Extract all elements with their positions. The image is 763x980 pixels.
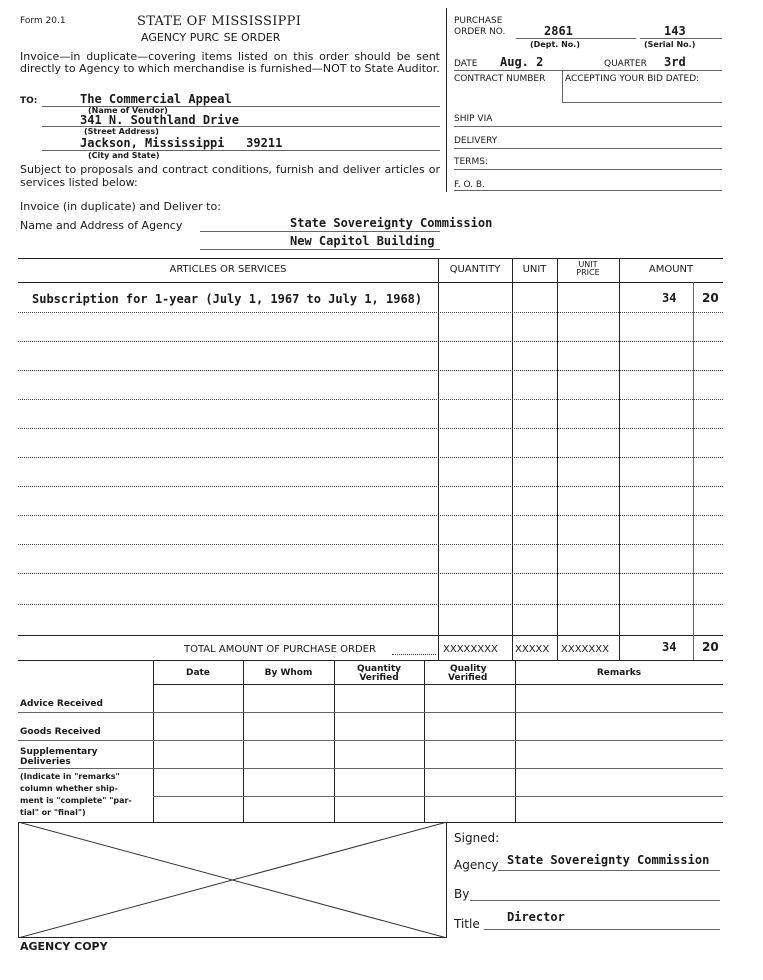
item-article: Subscription for 1-year (July 1, 1967 to July 1, 1968)	[32, 292, 423, 306]
goods-received-label: Goods Received	[20, 727, 101, 737]
serial-number: 143	[664, 24, 686, 38]
shipment-note-2: column whether ship-	[20, 784, 118, 793]
date-label: DATE	[454, 59, 478, 69]
receipt-header-by-whom: By Whom	[264, 668, 313, 678]
shipment-note-1: (Indicate in "remarks"	[20, 772, 120, 781]
sig-agency-line	[498, 870, 720, 871]
header-divider	[446, 8, 447, 192]
supplementary-label-1: Supplementary	[20, 747, 98, 757]
contract-divider	[562, 70, 563, 102]
vendor-city: Jackson, Mississippi 39211	[80, 136, 283, 150]
terms-label: TERMS:	[454, 157, 488, 167]
row-rule	[18, 544, 723, 545]
receipt-header-qual-2: Verified	[448, 673, 488, 683]
row-rule	[18, 604, 723, 605]
row-rule	[18, 312, 723, 313]
receipt-row-rule	[18, 768, 723, 769]
vendor-street: 341 N. Southland Drive	[80, 113, 239, 127]
agency-address: New Capitol Building	[290, 234, 435, 248]
receipt-header-remarks: Remarks	[596, 668, 642, 678]
ship-via-line	[454, 126, 722, 127]
terms-line	[454, 169, 722, 170]
vendor-name: The Commercial Appeal	[80, 92, 232, 106]
total-price-mask: XXXXXXX	[561, 644, 609, 655]
ship-via-label: SHIP VIA	[454, 114, 493, 124]
receipt-header-qty-1: Quantity	[356, 664, 402, 674]
supplementary-label-2: Deliveries	[20, 757, 71, 767]
item-amount-cents: 20	[702, 291, 719, 305]
receipt-col-date	[153, 660, 154, 822]
delivery-line	[454, 148, 722, 149]
subject-text: Subject to proposals and contract conditions, furnish and deliver articles or services listed below:	[20, 163, 440, 189]
total-leader	[392, 654, 436, 655]
invoice-instructions: Invoice—in duplicate—covering items listed on this order should be sent directly to Agency to which merchandise is furnished—NOT to State Auditor.	[20, 50, 440, 75]
receipt-header-qty-2: Verified	[359, 673, 399, 683]
col-divider-unit-price	[557, 258, 558, 660]
po-label-line2: ORDER NO.	[454, 27, 506, 37]
delivery-label: DELIVERY	[454, 136, 498, 146]
fob-label: F. O. B.	[454, 180, 485, 190]
dept-caption: (Dept. No.)	[530, 40, 580, 49]
signed-label: Signed:	[454, 831, 500, 845]
contract-line	[562, 102, 722, 103]
total-unit-mask: XXXXX	[515, 644, 550, 655]
col-divider-unit	[512, 258, 513, 660]
header-unit-price-2: PRICE	[576, 268, 600, 277]
receipt-row-rule	[18, 740, 723, 741]
po-label-line1: PURCHASE	[454, 16, 503, 26]
row-rule	[18, 341, 723, 342]
row-rule	[18, 399, 723, 400]
total-amount-cents: 20	[702, 640, 719, 654]
receipt-col-by-whom	[243, 660, 244, 822]
sig-by-label: By	[454, 887, 470, 901]
agency-address-label: Name and Address of Agency	[20, 219, 183, 232]
fob-line	[454, 190, 722, 191]
header-articles: ARTICLES OR SERVICES	[169, 264, 287, 275]
quarter-value: 3rd	[664, 55, 686, 69]
receipt-row-rule	[153, 796, 723, 797]
shipment-note-3: ment is "complete" "par-	[20, 796, 132, 805]
contract-number-label: CONTRACT NUMBER	[454, 74, 546, 84]
row-rule	[18, 486, 723, 487]
sig-agency-value: State Sovereignty Commission	[507, 853, 710, 867]
items-total-border	[18, 660, 723, 661]
date-line	[454, 70, 722, 71]
dept-line	[516, 38, 636, 39]
dept-number: 2861	[544, 24, 573, 38]
serial-line	[640, 38, 722, 39]
header-quantity: QUANTITY	[449, 264, 501, 275]
to-label: TO:	[20, 96, 38, 106]
header-unit-price-1: UNIT	[578, 260, 598, 269]
total-qty-mask: XXXXXXXX	[443, 644, 498, 655]
agency-copy-label: AGENCY COPY	[20, 940, 108, 953]
row-rule	[18, 573, 723, 574]
items-top-border	[18, 258, 723, 259]
form-subtitle: AGENCY PURC SE ORDER	[141, 31, 281, 44]
sig-title-value: Director	[507, 910, 565, 924]
sig-title-label: Title	[454, 917, 480, 931]
void-box	[18, 822, 448, 938]
items-header-border	[18, 282, 723, 283]
agency-name-line	[200, 231, 440, 232]
sig-agency-label: Agency	[454, 858, 499, 872]
vendor-street-caption: (Street Address)	[84, 127, 159, 136]
col-divider-quantity	[438, 258, 439, 660]
row-rule	[18, 457, 723, 458]
vendor-city-caption: (City and State)	[88, 151, 160, 160]
form-number: Form 20.1	[20, 16, 66, 26]
items-bottom-border	[18, 635, 723, 636]
receipt-header-qual-1: Quality	[450, 664, 487, 674]
row-rule	[18, 370, 723, 371]
agency-name: State Sovereignty Commission	[290, 216, 493, 230]
row-rule	[18, 515, 723, 516]
invoice-deliver-label: Invoice (in duplicate) and Deliver to:	[20, 200, 221, 213]
form-title: STATE OF MISSISSIPPI	[137, 14, 302, 29]
total-amount-dollars: 34	[662, 640, 677, 654]
item-amount-dollars: 34	[662, 291, 677, 305]
header-unit: UNIT	[522, 264, 547, 275]
sig-title-line	[484, 929, 720, 930]
receipt-col-remarks	[515, 660, 516, 822]
sig-by-line	[470, 900, 720, 901]
advice-received-label: Advice Received	[20, 699, 103, 709]
receipt-header-date: Date	[186, 668, 210, 678]
header-amount: AMOUNT	[648, 264, 694, 275]
receipt-header-border	[153, 684, 723, 685]
total-label: TOTAL AMOUNT OF PURCHASE ORDER	[184, 644, 376, 655]
row-rule	[18, 428, 723, 429]
serial-caption: (Serial No.)	[644, 40, 696, 49]
quarter-label: QUARTER	[604, 59, 647, 69]
receipt-col-qty	[334, 660, 335, 822]
col-divider-amount	[619, 258, 620, 660]
order-date: Aug. 2	[500, 55, 544, 69]
receipt-col-qual	[424, 660, 425, 822]
agency-address-line	[200, 249, 440, 250]
vendor-name-caption: (Name of Vendor)	[88, 106, 168, 115]
bid-dated-label: ACCEPTING YOUR BID DATED:	[565, 74, 700, 84]
receipt-row-rule	[18, 712, 723, 713]
shipment-note-4: tial" or "final")	[20, 808, 86, 817]
